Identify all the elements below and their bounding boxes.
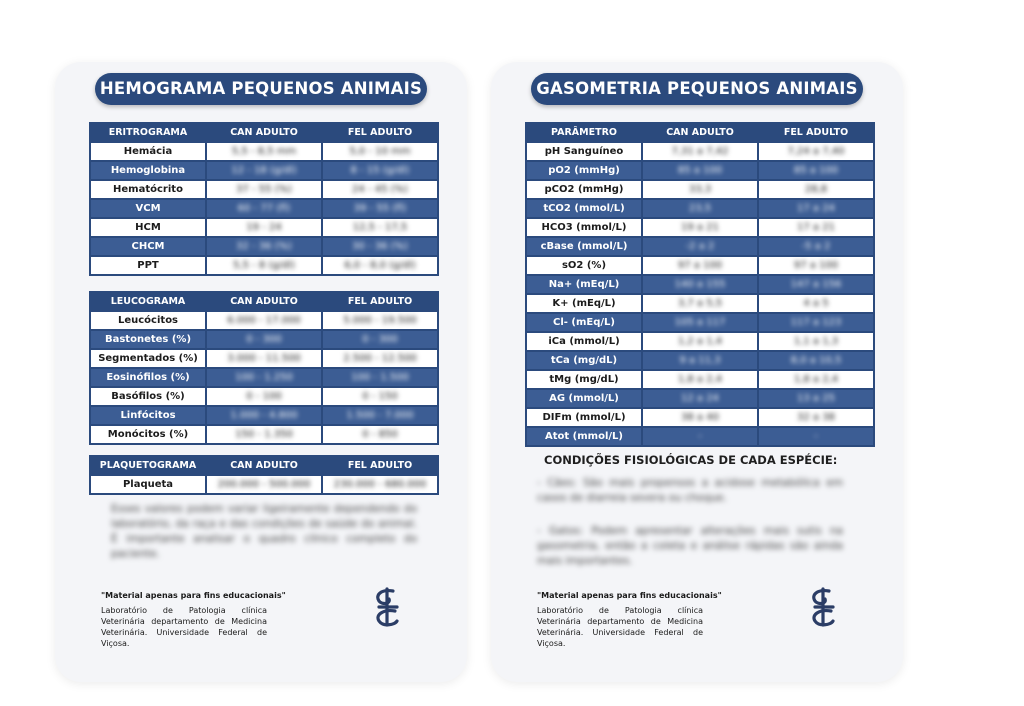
table-row xyxy=(526,180,874,199)
table-row xyxy=(90,256,438,275)
value-text: 2.500 - 12.500 xyxy=(343,353,417,364)
parameter-name: Na+ (mEq/L) xyxy=(526,275,642,294)
value-text: 85 a 100 xyxy=(793,165,839,176)
canine-value xyxy=(206,199,322,218)
value-text: 3.000 - 11.500 xyxy=(227,353,301,364)
value-text: 19 a 21 xyxy=(681,222,719,233)
value-text: 7,31 a 7,42 xyxy=(671,146,729,157)
value-text: 33,3 xyxy=(688,184,712,195)
parameter-name: K+ (mEq/L) xyxy=(526,294,642,313)
feline-value xyxy=(758,408,874,427)
parameter-name: tMg (mg/dL) xyxy=(526,370,642,389)
canine-value xyxy=(206,387,322,406)
table-row xyxy=(526,370,874,389)
table-row xyxy=(526,218,874,237)
column-header: PLAQUETOGRAMA xyxy=(90,456,206,475)
parameter-name: CHCM xyxy=(90,237,206,256)
university-logo-icon xyxy=(367,585,407,629)
feline-value xyxy=(322,387,438,406)
value-text: 0 - 300 xyxy=(246,334,282,345)
value-text: 30 - 36 (%) xyxy=(352,241,408,252)
parameter-name: Bastonetes (%) xyxy=(90,330,206,349)
canine-value xyxy=(642,275,758,294)
feline-value xyxy=(758,389,874,408)
table-header-row xyxy=(90,456,438,475)
value-text: 32 a 38 xyxy=(797,412,835,423)
column-header: FEL ADULTO xyxy=(322,123,438,142)
feline-value xyxy=(322,237,438,256)
feline-value xyxy=(758,313,874,332)
table-row xyxy=(90,330,438,349)
value-text: 230.000 - 680.000 xyxy=(333,479,427,490)
canine-value xyxy=(642,408,758,427)
column-header: PARÂMETRO xyxy=(526,123,642,142)
value-text: 12,5 - 17,5 xyxy=(352,222,408,233)
value-text: 5.000 - 19.500 xyxy=(343,315,417,326)
canine-value xyxy=(206,475,322,494)
table-row xyxy=(90,425,438,444)
canine-value xyxy=(642,256,758,275)
parameter-name: pH Sanguíneo xyxy=(526,142,642,161)
feline-value xyxy=(758,161,874,180)
value-text: 60 - 77 (fl) xyxy=(237,203,291,214)
parameter-name: Plaqueta xyxy=(90,475,206,494)
value-text: 150 - 1.350 xyxy=(235,429,293,440)
table-row xyxy=(526,313,874,332)
parameter-name: pCO2 (mmHg) xyxy=(526,180,642,199)
table-row xyxy=(526,408,874,427)
canine-value xyxy=(642,199,758,218)
value-text: 9 a 11,3 xyxy=(679,355,721,366)
reference-note: Esses valores podem variar ligeiramente dependendo do laboratório, da raça e das condições de saúde do animal. É importante analisar o quadro clínico completo do paciente. xyxy=(111,503,417,560)
value-text: 28,8 xyxy=(804,184,828,195)
value-text: 5,5 - 8 (g/dl) xyxy=(232,260,296,271)
university-logo-icon xyxy=(803,585,843,629)
canine-value xyxy=(206,161,322,180)
canine-value xyxy=(642,313,758,332)
feline-value xyxy=(322,199,438,218)
value-text: 100 - 1.250 xyxy=(235,372,293,383)
value-text: 32 - 36 (%) xyxy=(236,241,292,252)
table-row xyxy=(90,311,438,330)
table-row xyxy=(526,237,874,256)
table-row xyxy=(90,218,438,237)
eritrograma-table xyxy=(89,122,439,276)
parameter-name: Hematócrito xyxy=(90,180,206,199)
footnote-text: Laboratório de Patologia clínica Veterinária departamento de Medicina Veterinária. Universidade Federal de Viçosa. xyxy=(101,606,267,648)
canine-value xyxy=(642,218,758,237)
value-text: 13 a 25 xyxy=(797,393,835,404)
table-row xyxy=(90,406,438,425)
condition-dogs: - Cães: São mais propensos a acidose metabólica em casos de diarreia severa ou choque. xyxy=(537,477,843,504)
value-text: 17 a 21 xyxy=(797,222,835,233)
parameter-name: PPT xyxy=(90,256,206,275)
feline-value xyxy=(758,237,874,256)
table-row xyxy=(90,180,438,199)
parameter-name: iCa (mmol/L) xyxy=(526,332,642,351)
gasometria-card xyxy=(491,62,903,682)
canine-value xyxy=(642,180,758,199)
parameter-name: Hemoglobina xyxy=(90,161,206,180)
value-text: 8 - 15 (g/dl) xyxy=(350,165,410,176)
value-text: 5,0 - 10 mm xyxy=(349,146,411,157)
value-text: 85 a 100 xyxy=(677,165,723,176)
value-text: -5 a 2 xyxy=(801,241,831,252)
parameter-name: Segmentados (%) xyxy=(90,349,206,368)
table-row xyxy=(90,387,438,406)
value-text: 0 - 150 xyxy=(362,391,398,402)
footnote-title: "Material apenas para fins educacionais" xyxy=(101,591,286,600)
canine-value xyxy=(206,368,322,387)
parameter-name: DIFm (mmol/L) xyxy=(526,408,642,427)
hemograma-card xyxy=(55,62,467,682)
value-text: 105 a 117 xyxy=(674,317,726,328)
feline-value xyxy=(322,161,438,180)
canine-value xyxy=(642,389,758,408)
gasometria-table xyxy=(525,122,875,447)
parameter-name: sO2 (%) xyxy=(526,256,642,275)
value-text: 100 - 1.500 xyxy=(351,372,409,383)
value-text: 200.000 - 500.000 xyxy=(217,479,311,490)
column-header: CAN ADULTO xyxy=(642,123,758,142)
value-text: 12 a 24 xyxy=(681,393,719,404)
canine-value xyxy=(206,180,322,199)
feline-value xyxy=(758,370,874,389)
table-row xyxy=(90,368,438,387)
canine-value xyxy=(206,142,322,161)
feline-value xyxy=(322,180,438,199)
value-text: 97 a 100 xyxy=(793,260,839,271)
value-text: 1.000 - 4.800 xyxy=(230,410,298,421)
value-text: 37 - 55 (%) xyxy=(236,184,292,195)
table-row xyxy=(90,142,438,161)
column-header: FEL ADULTO xyxy=(758,123,874,142)
parameter-name: Monócitos (%) xyxy=(90,425,206,444)
table-row xyxy=(90,475,438,494)
column-header: LEUCOGRAMA xyxy=(90,292,206,311)
table-row xyxy=(526,275,874,294)
value-text: 1,2 a 1,4 xyxy=(677,336,723,347)
value-text: 0 - 300 xyxy=(362,334,398,345)
parameter-name: cBase (mmol/L) xyxy=(526,237,642,256)
feline-value xyxy=(322,330,438,349)
value-text: 1.500 - 7.000 xyxy=(346,410,414,421)
canine-value xyxy=(206,311,322,330)
table-row xyxy=(90,237,438,256)
table-header-row xyxy=(90,123,438,142)
feline-value xyxy=(758,275,874,294)
value-text: 147 a 156 xyxy=(790,279,842,290)
table-row xyxy=(90,349,438,368)
condition-cats: - Gatos: Podem apresentar alterações mais sutis na gasometria, então a coleta e análise rápidas são ainda mais importantes. xyxy=(537,525,843,567)
column-header: CAN ADULTO xyxy=(206,292,322,311)
table-row xyxy=(526,199,874,218)
gasometria-title: GASOMETRIA PEQUENOS ANIMAIS xyxy=(531,73,863,105)
canine-value xyxy=(642,237,758,256)
feline-value xyxy=(758,142,874,161)
column-header: FEL ADULTO xyxy=(322,292,438,311)
table-row xyxy=(526,389,874,408)
parameter-name: VCM xyxy=(90,199,206,218)
value-text: 19 - 24 xyxy=(246,222,282,233)
leucograma-table xyxy=(89,291,439,445)
feline-value xyxy=(758,180,874,199)
value-text: 140 a 155 xyxy=(674,279,726,290)
value-text: 12 - 18 (g/dl) xyxy=(231,165,297,176)
parameter-name: Basófilos (%) xyxy=(90,387,206,406)
value-text: 17 a 24 xyxy=(797,203,835,214)
value-text: 5,5 - 8,5 mm xyxy=(231,146,297,157)
canine-value xyxy=(206,349,322,368)
parameter-name: Cl- (mEq/L) xyxy=(526,313,642,332)
table-row xyxy=(90,161,438,180)
table-row xyxy=(526,161,874,180)
value-text: 24 - 45 (%) xyxy=(352,184,408,195)
value-text: 117 a 123 xyxy=(790,317,842,328)
table-row xyxy=(526,294,874,313)
feline-value xyxy=(758,351,874,370)
value-text: -2 a 2 xyxy=(685,241,715,252)
column-header: CAN ADULTO xyxy=(206,123,322,142)
feline-value xyxy=(758,294,874,313)
parameter-name: tCa (mg/dL) xyxy=(526,351,642,370)
canine-value xyxy=(642,351,758,370)
value-text: 1,8 a 2,4 xyxy=(793,374,839,385)
value-text: - xyxy=(698,431,702,442)
parameter-name: HCO3 (mmol/L) xyxy=(526,218,642,237)
value-text: 39 - 55 (fl) xyxy=(353,203,407,214)
table-header-row xyxy=(90,292,438,311)
feline-value xyxy=(322,349,438,368)
parameter-name: pO2 (mmHg) xyxy=(526,161,642,180)
column-header: ERITROGRAMA xyxy=(90,123,206,142)
value-text: 0 - 850 xyxy=(362,429,398,440)
value-text: 97 a 100 xyxy=(677,260,723,271)
canine-value xyxy=(206,330,322,349)
parameter-name: tCO2 (mmol/L) xyxy=(526,199,642,218)
parameter-name: Hemácia xyxy=(90,142,206,161)
value-text: 3,7 a 5,5 xyxy=(677,298,723,309)
value-text: 1,8 a 2,4 xyxy=(677,374,723,385)
canine-value xyxy=(206,256,322,275)
table-row xyxy=(526,427,874,446)
canine-value xyxy=(206,406,322,425)
feline-value xyxy=(758,427,874,446)
table-row xyxy=(526,142,874,161)
value-text: 6.000 - 17.000 xyxy=(227,315,301,326)
value-text: 7,24 a 7,40 xyxy=(787,146,845,157)
canine-value xyxy=(642,142,758,161)
conditions-heading: CONDIÇÕES FISIOLÓGICAS DE CADA ESPÉCIE: xyxy=(544,453,838,467)
feline-value xyxy=(322,475,438,494)
canine-value xyxy=(642,370,758,389)
value-text: - xyxy=(814,431,818,442)
value-text: 38 a 40 xyxy=(681,412,719,423)
parameter-name: Atot (mmol/L) xyxy=(526,427,642,446)
value-text: 6,0 - 8,0 (g/dl) xyxy=(344,260,416,271)
parameter-name: AG (mmol/L) xyxy=(526,389,642,408)
parameter-name: Eosinófilos (%) xyxy=(90,368,206,387)
value-text: 4 a 5 xyxy=(803,298,829,309)
table-header-row xyxy=(526,123,874,142)
table-row xyxy=(526,351,874,370)
canine-value xyxy=(642,294,758,313)
footnote-text: Laboratório de Patologia clínica Veterinária departamento de Medicina Veterinária. Universidade Federal de Viçosa. xyxy=(537,606,703,648)
table-row xyxy=(90,199,438,218)
canine-value xyxy=(642,427,758,446)
value-text: 1,1 a 1,3 xyxy=(793,336,839,347)
parameter-name: HCM xyxy=(90,218,206,237)
feline-value xyxy=(322,218,438,237)
canine-value xyxy=(206,237,322,256)
column-header: FEL ADULTO xyxy=(322,456,438,475)
feline-value xyxy=(322,256,438,275)
feline-value xyxy=(322,425,438,444)
column-header: CAN ADULTO xyxy=(206,456,322,475)
parameter-name: Linfócitos xyxy=(90,406,206,425)
feline-value xyxy=(758,199,874,218)
hemograma-title: HEMOGRAMA PEQUENOS ANIMAIS xyxy=(95,73,427,105)
feline-value xyxy=(322,406,438,425)
feline-value xyxy=(322,368,438,387)
feline-value xyxy=(322,142,438,161)
canine-value xyxy=(642,161,758,180)
value-text: 23,5 xyxy=(688,203,712,214)
plaquetograma-table xyxy=(89,455,439,495)
canine-value xyxy=(206,218,322,237)
value-text: 8,0 a 10,5 xyxy=(790,355,842,366)
feline-value xyxy=(758,218,874,237)
feline-value xyxy=(758,332,874,351)
table-row xyxy=(526,256,874,275)
parameter-name: Leucócitos xyxy=(90,311,206,330)
table-row xyxy=(526,332,874,351)
feline-value xyxy=(758,256,874,275)
canine-value xyxy=(642,332,758,351)
value-text: 0 - 100 xyxy=(246,391,282,402)
footnote-title: "Material apenas para fins educacionais" xyxy=(537,591,722,600)
canine-value xyxy=(206,425,322,444)
feline-value xyxy=(322,311,438,330)
